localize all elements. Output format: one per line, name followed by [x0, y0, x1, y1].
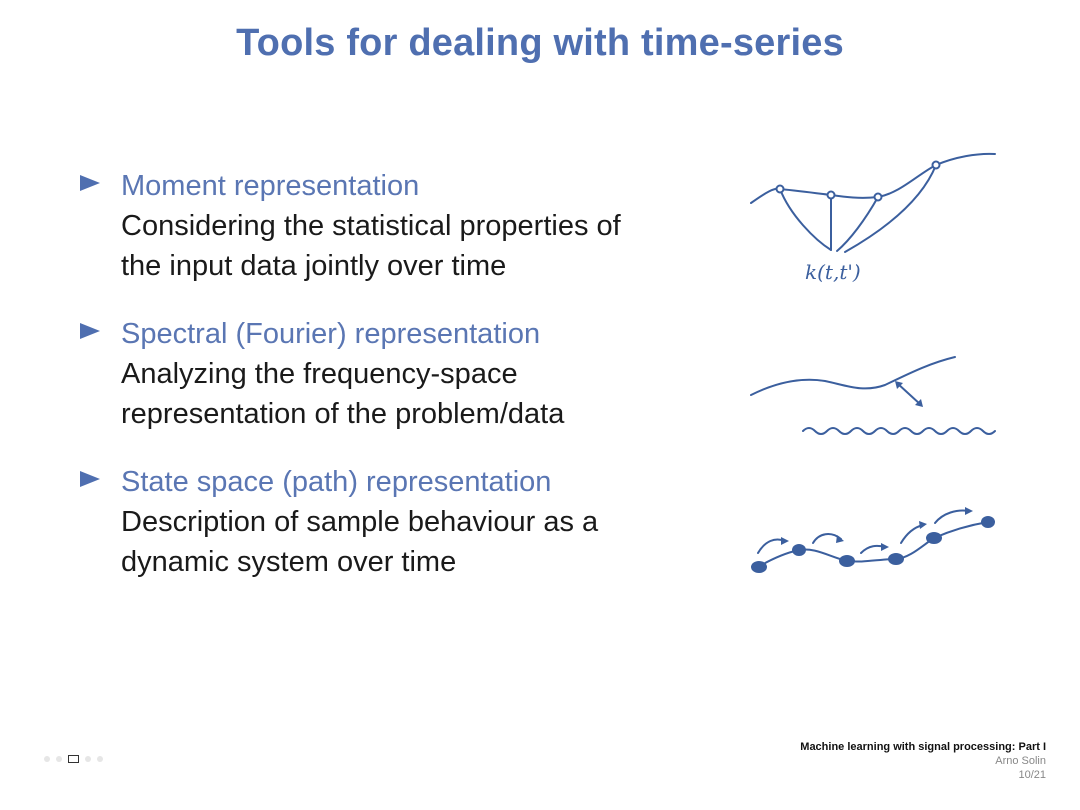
arrow-head: [781, 537, 789, 545]
list-item-state-space: [80, 462, 720, 582]
arrow-head: [965, 507, 973, 515]
sketch-point: [875, 194, 882, 201]
triangle-right-icon: [80, 175, 100, 191]
item-description-line: the input data jointly over time: [121, 250, 507, 282]
sketch-point: [828, 192, 835, 199]
arrow-head: [919, 521, 927, 529]
nav-dot-icon[interactable]: [85, 756, 91, 762]
state-node: [926, 532, 942, 544]
list-item-moment: [80, 166, 720, 286]
nav-dot-icon[interactable]: [97, 756, 103, 762]
page-number: 10/21: [1018, 769, 1046, 781]
nav-dot-icon[interactable]: [44, 756, 50, 762]
footer-author: Arno Solin: [995, 755, 1046, 767]
item-description-line: dynamic system over time: [121, 546, 457, 578]
slide-footer: [800, 740, 1046, 782]
triangle-right-icon: [80, 323, 100, 339]
footer-title: Machine learning with signal processing: Part I: [800, 741, 1046, 753]
nav-dot-icon[interactable]: [56, 756, 62, 762]
item-description: [121, 354, 720, 434]
item-description-line: representation of the problem/data: [121, 398, 565, 430]
sketch-point: [933, 162, 940, 169]
item-description-line: Considering the statistical properties of: [121, 210, 621, 242]
item-heading: State space (path) representation: [121, 466, 552, 498]
slide-navigation[interactable]: [44, 752, 103, 766]
triangle-right-icon: [80, 471, 100, 487]
state-node: [792, 544, 806, 556]
item-description: [121, 502, 720, 582]
moment-kernel-sketch: [745, 145, 1005, 295]
item-heading: Spectral (Fourier) representation: [121, 318, 541, 350]
kernel-label: k(t,t'): [805, 260, 861, 284]
state-node: [981, 516, 995, 528]
arrow-head: [881, 543, 889, 551]
item-description-line: Analyzing the frequency-space: [121, 358, 518, 390]
state-node: [839, 555, 855, 567]
state-node: [888, 553, 904, 565]
state-node: [751, 561, 767, 573]
sketch-point: [777, 186, 784, 193]
list-item-spectral: [80, 314, 720, 434]
frame-icon[interactable]: [68, 755, 79, 763]
spectral-waves-sketch: [745, 345, 1005, 450]
arrow-head: [836, 535, 844, 543]
item-description-line: Description of sample behaviour as a: [121, 506, 599, 538]
slide-title: Tools for dealing with time-series: [236, 22, 844, 64]
item-heading: Moment representation: [121, 170, 420, 202]
state-space-path-sketch: [745, 495, 1005, 585]
item-description: [121, 206, 720, 286]
